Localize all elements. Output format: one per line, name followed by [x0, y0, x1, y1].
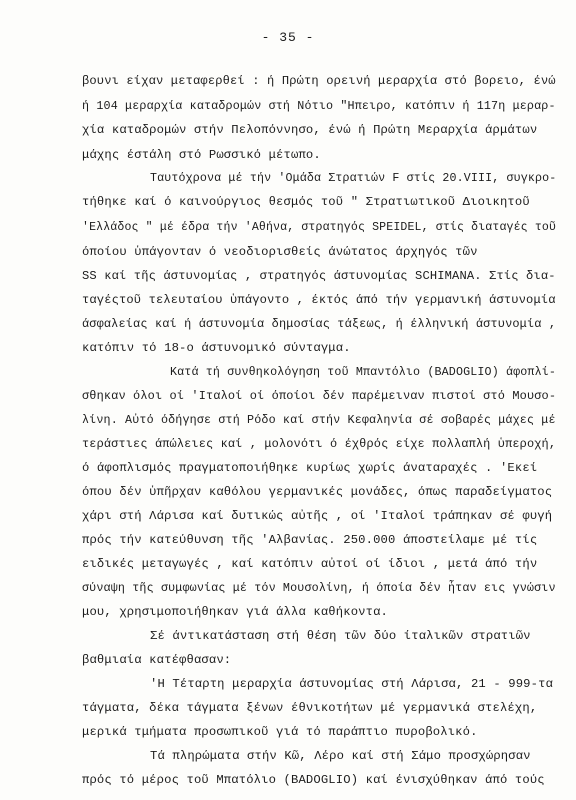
text-line: Σέ άντικατάσταση στή θέση τῶν δύο ίταλικῶν στρατιῶν	[150, 629, 531, 643]
text-line: χάρι στή Λάρισα καί δυτικώς αὐτῆς , οί 'Ιταλοί τράπηκαν σέ φυγή	[82, 509, 553, 523]
text-line: ό άφοπλισμός πραγματοποιήθηκε κυρίως χωρίς άναταραχές . 'Εκεί	[82, 461, 538, 475]
text-line: βαθμιαία κατέφθασαν:	[82, 653, 232, 667]
text-line: μάχης έστάλη στό Ρωσσικό μέτωπο.	[82, 148, 321, 162]
text-line: κατόπιν τό 18-ο άστυνομικό σύνταγμα.	[82, 341, 351, 355]
text-line: ειδικές μεταγωγές , καί κατόπιν αὐτοί οί ίδιοι , μετά άπό τήν	[82, 557, 538, 571]
text-line: πρός τό μέρος τοῦ Μπατόλιο (BADOGLIO) καί ένισχύθηκαν άπό τούς	[82, 773, 545, 787]
text-line: σύναψη τῆς συμφωνίας μέ τόν Μουσολίνη, ή όποία δέν ἦταν εις γνώσιν	[82, 581, 556, 595]
text-line: σθηκαν όλοι οί 'Ιταλοί οί όποίοι δέν παρέμειναν πιστοί στό Μουσο-	[82, 389, 557, 403]
text-line: όποίου ὑπάγονταν ό νεοδιορισθείς άνώτατος άρχηγός τῶν	[82, 245, 478, 259]
text-line: βουνι είχαν μεταφερθεί : ή Πρώτη ορεινή μεραρχία στό βορειο, ένώ	[82, 74, 556, 88]
text-line: τήθηκε καί ό καινούργιος θεσμός τοῦ " Στρατιωτικοῦ Διοικητοῦ	[82, 195, 530, 209]
page-number: - 35 -	[261, 30, 315, 45]
text-line: ή 104 μεραρχία καταδρομών στή Νότιο "Ηπειρο, κατόπιν ή 117η μεραρ-	[82, 99, 556, 113]
text-line: 'Η Τέταρτη μεραρχία άστυνομίας στή Λάρισα, 21 - 999-τα	[150, 677, 554, 691]
text-line: ταγέςτοῦ τελευταίου ὑπάγοντο , έκτός άπό τήν γερμανική άστυνομία	[82, 293, 556, 307]
text-line: τεράστιες άπώλειες καί , μολονότι ό έχθρός είχε πολλαπλή ὑπεροχή,	[82, 437, 557, 451]
text-line: Ταυτόχρονα μέ τήν 'Ομάδα Στρατιών F στίς 20.VIII, συγκρο-	[150, 171, 557, 185]
text-line: χία καταδρομών στήν Πελοπόννησο, ένώ ή Πρώτη Μεραρχία άρμάτων	[82, 123, 538, 137]
text-line: πρός τήν κατεύθυνση τῆς 'Αλβανίας. 250.000 άποστείλαμε μέ τίς	[82, 533, 538, 547]
text-line: μου, χρησιμοποιήθηκαν γιά άλλα καθήκοντα.	[82, 605, 389, 619]
text-line: Κατά τή συνθηκολόγηση τοῦ Μπαντόλιο (BADOGLIO) άφοπλί-	[170, 365, 557, 379]
text-line: 'Ελλάδος " μέ έδρα τήν 'Αθήνα, στρατηγός SPEIDEL, στίς διαταγές τοῦ	[82, 220, 557, 234]
text-line: Τά πληρώματα στήν Κῶ, Λέρο καί στή Σάμο προσχώρησαν	[150, 749, 531, 763]
text-line: λίνη. Αὐτό όδήγησε στή Ρόδο καί στήν Κεφαληνία σέ σοβαρές μάχες μέ	[82, 413, 556, 427]
text-line: SS καί τῆς άστυνομίας , στρατηγός άστυνομίας SCHIMANA. Στίς δια-	[82, 269, 556, 283]
text-line: όπου δέν ὑπῆρχαν καθόλου γερμανικές μονάδες, όπως παραδείγματος	[82, 485, 553, 499]
text-line: μερικά τμήματα προσωπικοῦ γιά τό παράπτιο πυροβολικό.	[82, 725, 478, 739]
text-line: τάγματα, δέκα τάγματα ξένων έθνικοτήτων μέ γερμανικά στελέχη,	[82, 701, 538, 715]
text-line: άσφαλείας καί ή άστυνομία δημοσίας τάξεως, ή έλληνική άστυνομία ,	[82, 317, 557, 331]
